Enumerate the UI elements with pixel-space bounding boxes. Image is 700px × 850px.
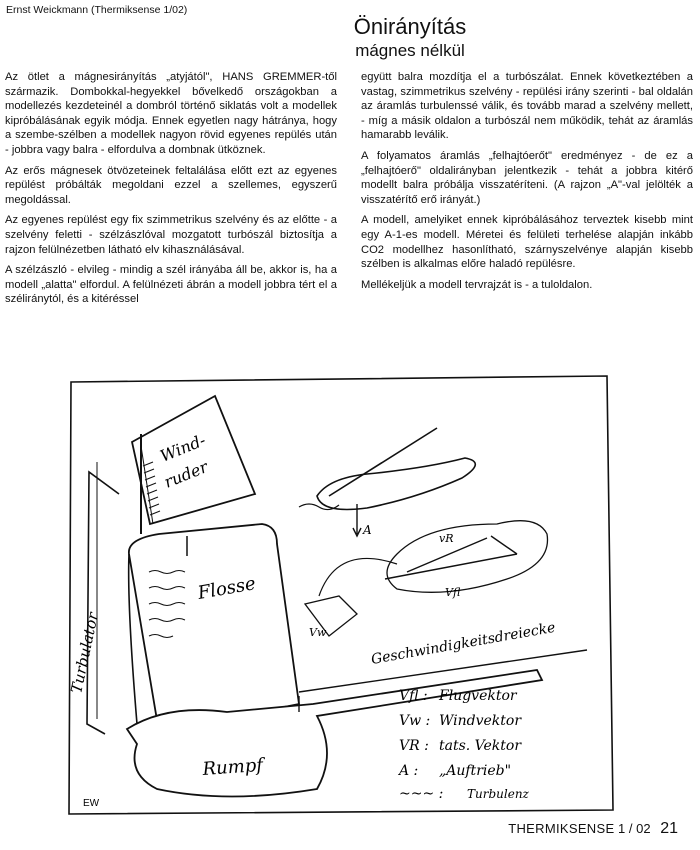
- vector-bubble: [387, 521, 548, 593]
- article-title: Önirányítás: [353, 14, 467, 39]
- paragraph: A modell, amelyiket ennek kipróbálásához terveztek kisebb mint egy A-1-es modell. Méretei és felületi terhelése alapján inkább CO2 modellhez hasonlítható, szárnyszelvénye alapján kisebb szélben is alkalmas előre haladó repülésre.: [361, 214, 693, 271]
- paragraph: Az erős mágnesek ötvözeteinek feltalálása előtt ezt az egyenes repülést próbálták megoldani ezzel a szellemes, egyszerű megoldással.: [5, 164, 337, 206]
- label-vR: vR: [439, 532, 454, 545]
- paragraph: Az egyenes repülést egy fix szimmetrikus szelvény és az előtte - a szelvény feletti - szélzászlóval mozgatott turbószál biztosítja a rajzon felülnézetben látható elv kihasználásával.: [5, 214, 337, 256]
- footer-issue: 1 / 02: [618, 821, 651, 836]
- label-rumpf: Rumpf: [201, 754, 264, 780]
- drawing-legend: [397, 688, 530, 802]
- paragraph: Az ötlet a mágnesirányítás „atyjától", HANS GREMMER-től származik. Dombokkal-hegyekkel bővelkedő országokban a modellezés kezdeteinél a dombról történő siklatás volt a modellek kipróbálásának egyik módja. Ennek egyetlen nagy hátránya, hogy a szembe-szélben a modellek nagyon rövid egyenes repülés után - jobbra vagy balra - elfordulva a dombnak ütköznek.: [5, 71, 337, 156]
- legend-key: VR :: [399, 738, 429, 754]
- legend-key: Vfl :: [399, 688, 428, 704]
- page-number: 21: [660, 820, 678, 837]
- legend-text: „Auftrieb": [439, 763, 512, 779]
- signature: EW: [83, 798, 100, 809]
- legend-text: tats. Vektor: [439, 738, 522, 754]
- paragraph: A szélzászló - elvileg - mindig a szél irányába áll be, akkor is, ha a modell „alatta" elfordul. A felülnézeti ábrán a modell jobbra tért el a széliránytól, és a kitéréssel: [5, 264, 337, 306]
- label-A: A: [363, 523, 372, 537]
- wing-section: [317, 458, 475, 510]
- label-geschwindigkeitsdreiecke: Geschwindigkeitsdreiecke: [369, 619, 557, 668]
- vector-vw: [491, 536, 517, 554]
- turbulator-wire: [87, 472, 119, 734]
- legend-text: Turbulenz: [467, 787, 529, 801]
- article-subtitle: mágnes nélkül: [355, 41, 465, 60]
- paragraph: A folyamatos áramlás „felhajtóerőt" eredményez - de ez a „felhajtóerő" oldalirányban jelentkezik - tehát a jobbra kitérő modellt balra próbálja visszatéríteni. (A rajzon „A"-val jelölték a visszatérítő erő irányát.): [361, 149, 693, 206]
- article-title-block: [0, 14, 700, 62]
- fin-flosse: [129, 524, 299, 732]
- paragraph: együtt balra mozdítja el a turbószálat. Ennek következtében a vastag, szimmetrikus szelvény - repülési irány szerinti - bal oldalán az áramlás turbulenssé válik, és tovább marad a szelvény mellett, - míg a másik oldalon a turbószál nem működik, tehát az áramlás hamarabb leválik.: [361, 71, 693, 142]
- footer-brand: THERMIKSENSE: [508, 821, 615, 836]
- page-footer: [508, 820, 678, 838]
- label-vw: Vw: [309, 626, 327, 639]
- label-vfl: Vfl: [445, 586, 461, 599]
- legend-text: Windvektor: [439, 713, 522, 729]
- label-flosse: Flosse: [196, 573, 258, 604]
- legend-key: Vw :: [399, 713, 431, 729]
- legend-key: ~~~ :: [399, 786, 444, 802]
- sketch-drawing: [67, 374, 615, 815]
- label-windruder-1: Wind-: [157, 430, 209, 466]
- left-text-column: [5, 70, 337, 313]
- paragraph: Mellékeljük a modell tervrajzát is - a tuloldalon.: [361, 278, 593, 291]
- right-text-column: [361, 70, 693, 298]
- label-windruder-2: ruder: [161, 457, 211, 492]
- legend-text: Flugvektor: [439, 688, 517, 704]
- label-turbulator: Turbulator: [67, 610, 102, 695]
- legend-key: A :: [399, 763, 419, 779]
- author-line: Ernst Weickmann (Thermiksense 1/02): [6, 4, 188, 16]
- vector-vfl: [385, 554, 517, 579]
- connector-line: [319, 558, 397, 596]
